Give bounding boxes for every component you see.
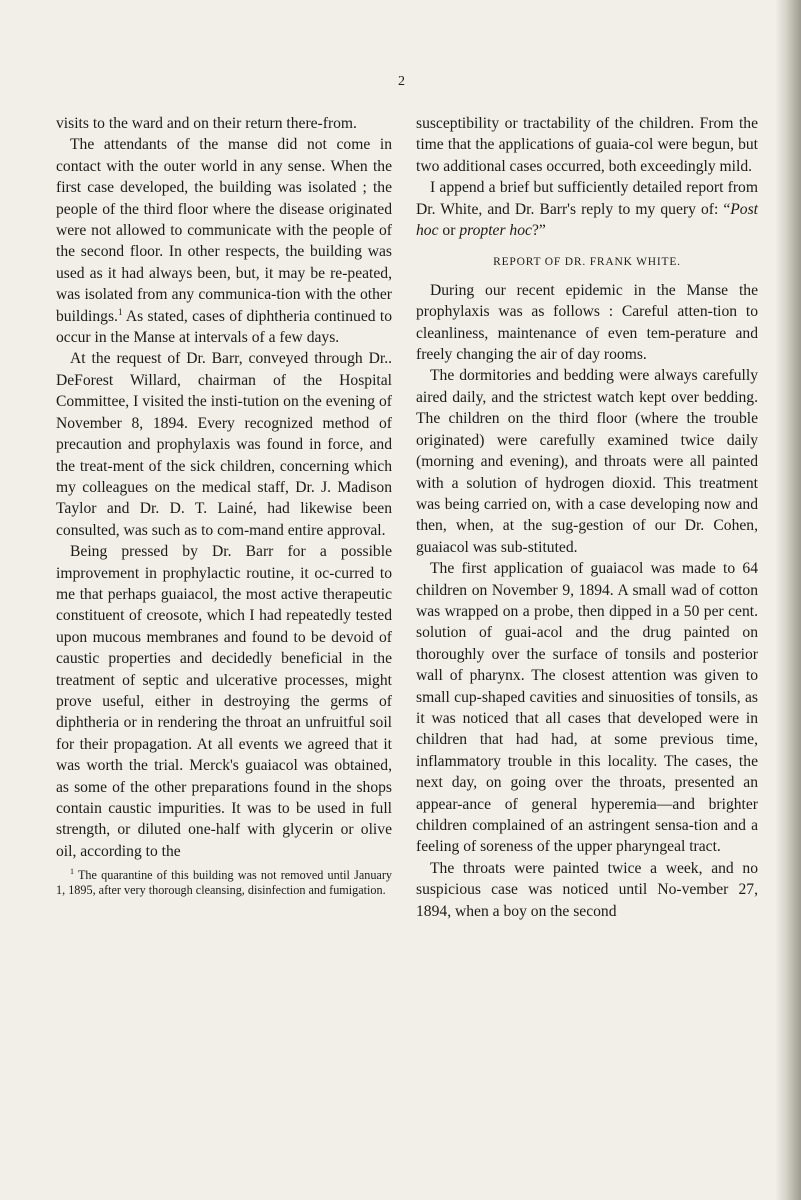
paragraph: Being pressed by Dr. Barr for a possible improvement in prophylactic routine, it oc-curred to me that perhaps guaiacol, the most active therapeutic constituent of creosote, which I had repeatedly tested upon mucous membranes and found to be devoid of caustic properties and decidedly beneficial in the treatment of septic and ulcerative processes, might prove useful, either in destroying the germs of diphtheria or in rendering the throat an unfruitful soil for their propagation. At all events we agreed that it was worth the trial. Merck's guaiacol was obtained, as some of the other preparations found in the shops contain caustic impurities. It was to be used in full strength, or diluted one-half with glycerin or olive oil, according to the	[56, 543, 392, 860]
paragraph-text: The attendants of the manse did not come in contact with the outer world in any sense. When the first case developed, the building was isolated ; the people of the third floor where the disease originated were not allowed to communicate with the people of the second floor. In other respects, the building was used as it had always been, but, it may be re-peated, was isolated from any communica-tion with the other buildings.	[56, 136, 392, 325]
paragraph: The dormitories and bedding were always carefully aired daily, and the strictest watch kept over bedding. The children on the third floor (where the trouble originated) were carefully examined twice daily (morning and evening), and throats were all painted with a solution of hydrogen dioxid. This treatment was being carried on, with a case developing now and then, when, at the sug-gestion of our Dr. Cohen, guaiacol was sub-stituted.	[416, 367, 758, 556]
latin-phrase: propter hoc	[459, 222, 532, 240]
paragraph: visits to the ward and on their return there-from.	[56, 115, 357, 132]
paragraph-text: or	[438, 222, 460, 240]
left-column	[56, 113, 392, 898]
paragraph: The first application of guaiacol was made to 64 children on November 9, 1894. A small wad of cotton was wrapped on a probe, then dipped in a 50 per cent. solution of guai-acol and the drug painted on thoroughly over the surface of tonsils and posterior wall of pharynx. The closest attention was given to small cup-shaped cavities and sinuosities of tonsils, as it was noticed that all cases that developed were in children that had had, at some previous time, inflammatory trouble in this locality. The cases, the next day, on going over the throats, presented an appear-ance of general hyperemia—and brighter children complained of an astringent sensa-tion and a feeling of soreness of the upper pharyngeal tract.	[416, 560, 758, 856]
page-number: 2	[398, 74, 405, 89]
footnote-reference: 1	[117, 306, 123, 317]
paragraph	[416, 177, 758, 241]
latin-phrase: Post hoc	[416, 200, 758, 240]
paragraph: The throats were painted twice a week, and no suspicious case was noticed until No-vember 27, 1894, when a boy on the second	[416, 859, 758, 920]
footnote-marker: 1	[70, 867, 74, 877]
paragraph: During our recent epidemic in the Manse the prophylaxis was as follows : Careful atten-tion to cleanliness, maintenance of even tem-perature and freely changing the air of day rooms.	[416, 281, 758, 364]
page-edge-shadow	[775, 0, 801, 1200]
paragraph	[56, 134, 392, 348]
paragraph-text: As stated, cases of diphtheria continued to occur in the Manse at intervals of a few days.	[56, 307, 392, 347]
footnote	[56, 868, 392, 898]
footnote-text: The quarantine of this building was not removed until January 1, 1895, after very thorough cleansing, disinfection and fumigation.	[56, 868, 392, 898]
paragraph-text: I append a brief but sufficiently detailed report from Dr. White, and Dr. Barr's reply to my query of: “	[416, 179, 758, 218]
paragraph-text: ?”	[531, 222, 546, 240]
paragraph: susceptibility or tractability of the children. From the time that the applications of guaia-col were begun, but two additional cases occurred, both exceedingly mild.	[416, 115, 758, 175]
paragraph: At the request of Dr. Barr, conveyed through Dr.. DeForest Willard, chairman of the Hospital Committee, I visited the insti-tution on the evening of November 8, 1894. Every recognized method of precaution and prophylaxis was found in force, and the treat-ment of the sick children, concerning which my colleagues on the medical staff, Dr. J. Madison Taylor and Dr. D. T. Lainé, had likewise been consulted, was such as to com-mand entire approval.	[56, 350, 392, 539]
report-heading: REPORT OF DR. FRANK WHITE.	[493, 256, 681, 269]
right-column	[416, 113, 758, 922]
